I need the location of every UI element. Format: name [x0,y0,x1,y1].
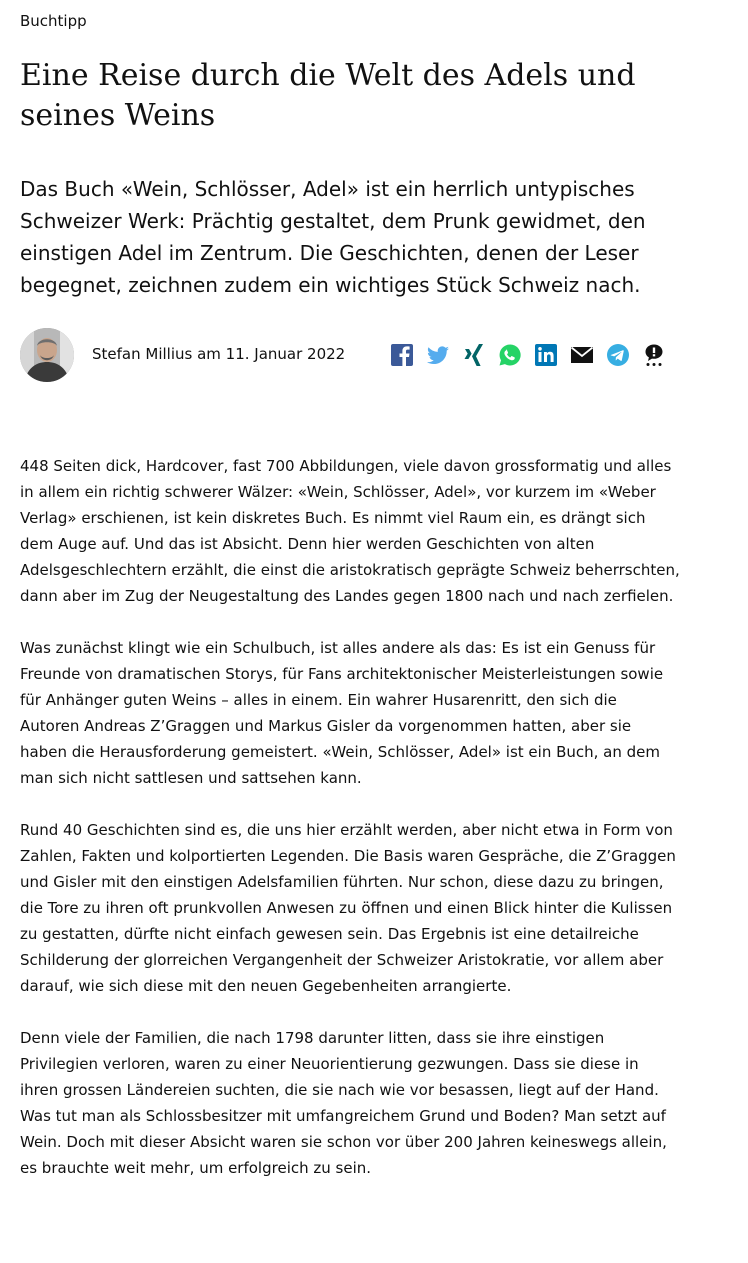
email-icon[interactable] [570,343,594,367]
article-title: Eine Reise durch die Welt des Adels und seines Weins [20,58,636,133]
article-body [20,453,680,1207]
telegram-icon[interactable] [606,343,630,367]
article-paragraph: Rund 40 Geschichten sind es, die uns hier erzählt werden, aber nicht etwa in Form von Zahlen, Fakten und kolportierten Legenden. Die Basis waren Gespräche, die Z’Graggen und Gisler mit den einstigen Adelsfamilien führten. Nur schon, diese dazu zu bringen, die Tore zu ihren oft prunkvollen Anwesen zu öffnen und einen Blick hinter die Kulissen zu gestatten, dürfte nicht einfach gewesen sein. Das Ergebnis ist eine detailreiche Schilderung der glorreichen Vergangenheit der Schweizer Aristokratie, vor allem aber darauf, wie sich diese mit den neuen Gegebenheiten arrangierte. [20,821,676,995]
share-bar [390,342,678,368]
article-lead: Das Buch «Wein, Schlösser, Adel» ist ein herrlich untypisches Schweizer Werk: Prächtig gestaltet, dem Prunk gewidmet, den einstigen Adel im Zentrum. Die Geschichten, denen der Leser begegnet, zeichnen zudem ein wichtiges Stück Schweiz nach. [20,177,646,297]
author-avatar[interactable] [20,328,74,382]
article-paragraph: Was zunächst klingt wie ein Schulbuch, ist alles andere als das: Es ist ein Genuss für Freunde von dramatischen Storys, für Fans architektonischer Meisterleistungen sowie für Anhänger guten Weins – alles in einem. Ein wahrer Husarenritt, den sich die Autoren Andreas Z’Graggen und Markus Gisler da vorgenommen hatten, aber sie haben die Herausforderung gemeistert. «Wein, Schlösser, Adel» ist ein Buch, an dem man sich nicht sattlesen und sattsehen kann. [20,639,664,787]
article-paragraph: Denn viele der Familien, die nach 1798 darunter litten, dass sie ihre einstigen Privilegien verloren, waren zu einer Neuorientierung gezwungen. Dass sie diese in ihren grossen Ländereien suchten, die sie nach wie vor besassen, liegt auf der Hand. Was tut man als Schlossbesitzer mit umfangreichem Grund und Boden? Man setzt auf Wein. Doch mit dieser Absicht waren sie schon vor über 200 Jahren keineswegs allein, es brauchte weit mehr, um erfolgreich zu sein. [20,1029,667,1177]
article-paragraph: 448 Seiten dick, Hardcover, fast 700 Abbildungen, viele davon grossformatig und alles in allem ein richtig schwerer Wälzer: «Wein, Schlösser, Adel», vor kurzem im «Weber Verlag» erschienen, ist kein diskretes Buch. Es nimmt viel Raum ein, es drängt sich dem Auge auf. Und das ist Absicht. Denn hier werden Geschichten von alten Adelsgeschlechtern erzählt, die einst die aristokratisch geprägte Schweiz beherrschten, dann aber im Zug der Neugestaltung des Landes gegen 1800 nach und nach zerfielen. [20,457,680,605]
xing-icon[interactable] [462,343,486,367]
whatsapp-icon[interactable] [498,343,522,367]
article-category: Buchtipp [20,12,87,30]
byline [20,328,710,382]
author-and-date: Stefan Millius am 11. Januar 2022 [92,345,346,363]
comments-icon[interactable] [642,343,666,367]
facebook-icon[interactable] [390,343,414,367]
linkedin-icon[interactable] [534,343,558,367]
twitter-icon[interactable] [426,343,450,367]
